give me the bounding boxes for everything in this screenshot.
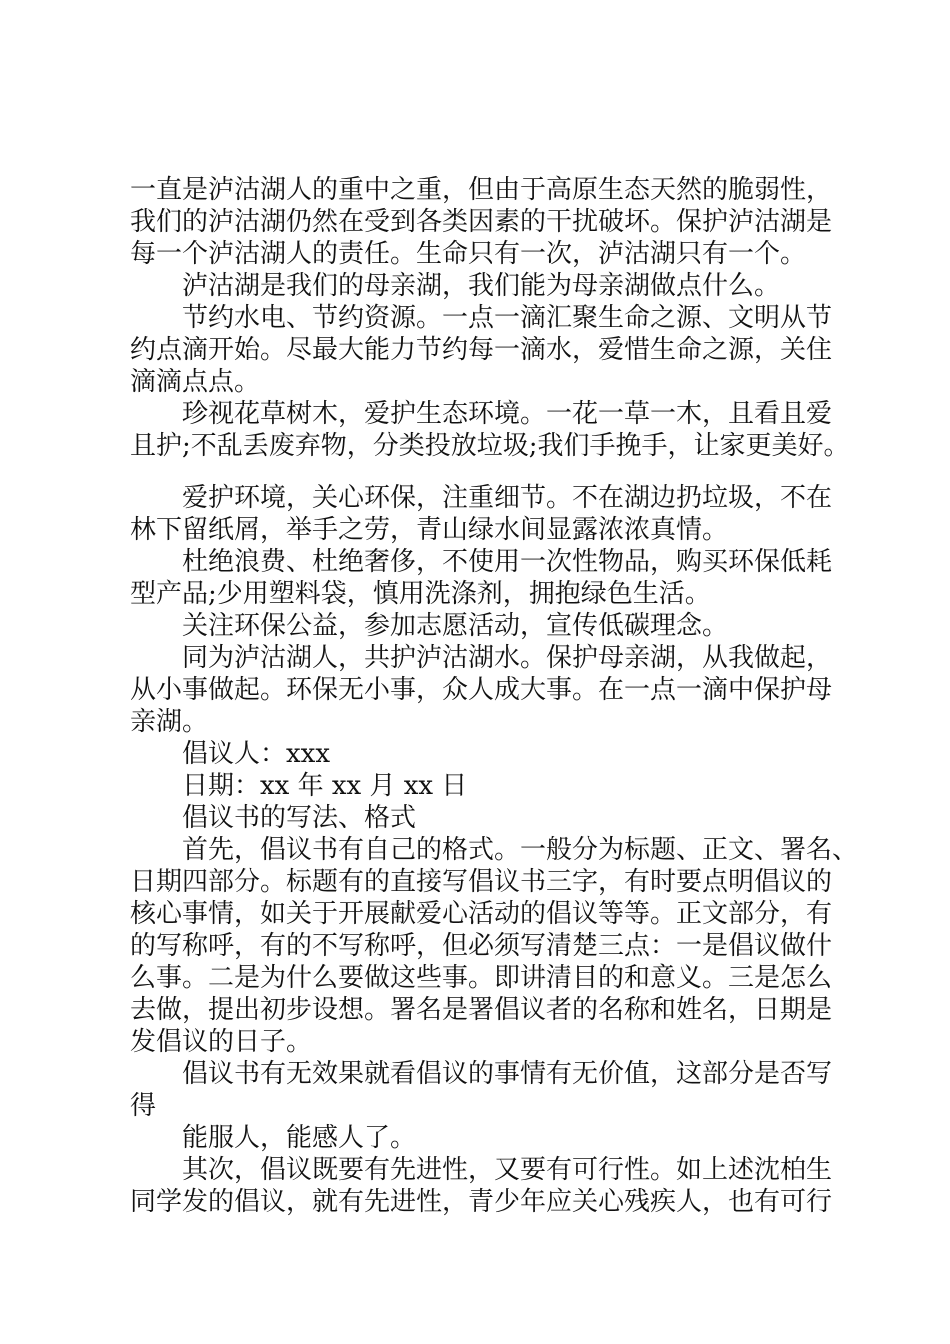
text-line: 关注环保公益，参加志愿活动，宣传低碳理念。 bbox=[182, 611, 729, 641]
text-line: 得 bbox=[130, 1091, 157, 1121]
text-line: 核心事情，如关于开展献爱心活动的倡议等等。正文部分，有 bbox=[130, 899, 833, 929]
text-line: 日期四部分。标题有的直接写倡议书三字，有时要点明倡议的 bbox=[130, 867, 833, 897]
text-line: 爱护环境，关心环保，注重细节。不在湖边扔垃圾，不在 bbox=[182, 483, 833, 513]
text-line: 杜绝浪费、杜绝奢侈，不使用一次性物品，购买环保低耗 bbox=[182, 547, 833, 577]
text-line: 每一个泸沽湖人的责任。生命只有一次，泸沽湖只有一个。 bbox=[130, 239, 807, 269]
text-line: 去做，提出初步设想。署名是署倡议者的名称和姓名，日期是 bbox=[130, 995, 833, 1025]
text-line: 亲湖。 bbox=[130, 707, 209, 737]
text-line: 泸沽湖是我们的母亲湖，我们能为母亲湖做点什么。 bbox=[182, 271, 781, 301]
text-line: 且护;不乱丢废弃物，分类投放垃圾;我们手挽手，让家更美好。 bbox=[130, 431, 850, 461]
date-line: 日期：xx 年 xx 月 xx 日 bbox=[182, 771, 468, 801]
section-heading: 倡议书的写法、格式 bbox=[182, 803, 417, 833]
text-line: 林下留纸屑，举手之劳，青山绿水间显露浓浓真情。 bbox=[130, 515, 729, 545]
text-line: 珍视花草树木，爱护生态环境。一花一草一木，且看且爱 bbox=[182, 399, 833, 429]
text-line: 约点滴开始。尽最大能力节约每一滴水，爱惜生命之源，关住 bbox=[130, 335, 833, 365]
text-line: 其次，倡议既要有先进性，又要有可行性。如上述沈柏生 bbox=[182, 1155, 833, 1185]
text-line: 倡议书有无效果就看倡议的事情有无价值，这部分是否写 bbox=[182, 1059, 833, 1089]
signatory-line: 倡议人：xxx bbox=[182, 739, 330, 769]
text-line: 从小事做起。环保无小事，众人成大事。在一点一滴中保护母 bbox=[130, 675, 833, 705]
text-line: 型产品;少用塑料袋，慎用洗涤剂，拥抱绿色生活。 bbox=[130, 579, 711, 609]
text-line: 同学发的倡议，就有先进性，青少年应关心残疾人，也有可行 bbox=[130, 1187, 833, 1217]
text-line: 滴滴点点。 bbox=[130, 367, 261, 397]
text-line: 能服人，能感人了。 bbox=[182, 1123, 417, 1153]
text-line: 节约水电、节约资源。一点一滴汇聚生命之源、文明从节 bbox=[182, 303, 833, 333]
text-line: 么事。二是为什么要做这些事。即讲清目的和意义。三是怎么 bbox=[130, 963, 833, 993]
text-line: 同为泸沽湖人，共护泸沽湖水。保护母亲湖，从我做起， bbox=[182, 643, 833, 673]
text-line: 一直是泸沽湖人的重中之重，但由于高原生态天然的脆弱性， bbox=[130, 175, 833, 205]
text-line: 发倡议的日子。 bbox=[130, 1027, 313, 1057]
text-line: 我们的泸沽湖仍然在受到各类因素的干扰破坏。保护泸沽湖是 bbox=[130, 207, 833, 237]
text-line: 的写称呼，有的不写称呼，但必须写清楚三点：一是倡议做什 bbox=[130, 931, 833, 961]
text-line: 首先，倡议书有自己的格式。一般分为标题、正文、署名、 bbox=[182, 835, 859, 865]
